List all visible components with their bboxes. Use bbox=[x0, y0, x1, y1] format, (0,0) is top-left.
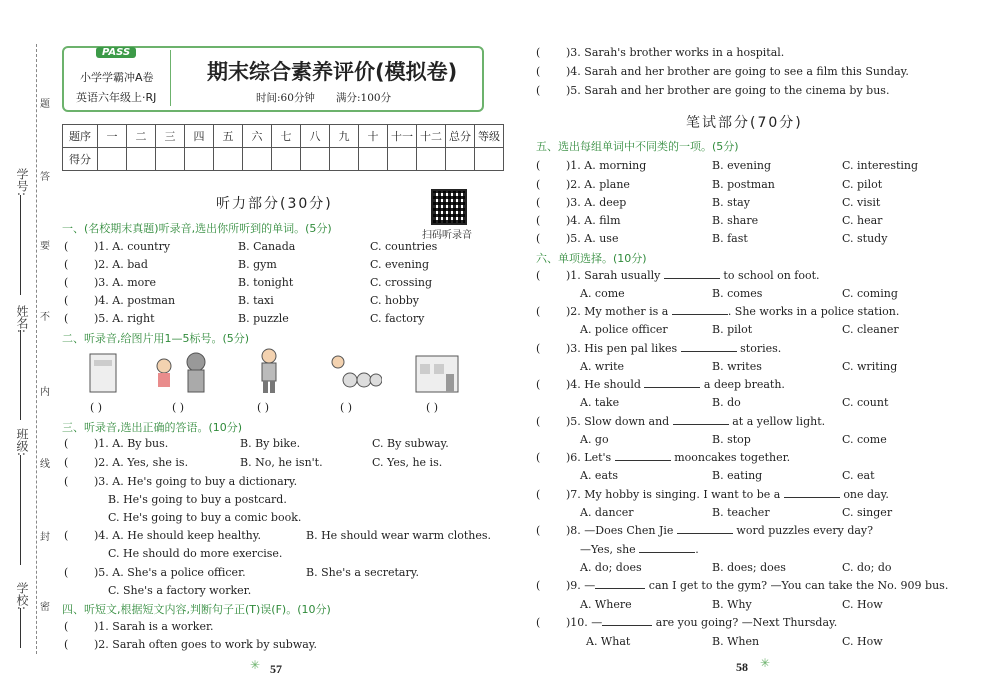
option-c: C. come bbox=[842, 433, 887, 446]
statement: )5. Sarah and her brother are going to the cinema by bus. bbox=[566, 84, 890, 97]
score-blank[interactable] bbox=[272, 148, 301, 171]
score-cell: 题序 bbox=[63, 125, 98, 148]
score-blank[interactable] bbox=[446, 148, 475, 171]
student-id-blank[interactable] bbox=[20, 195, 21, 295]
blank[interactable] bbox=[639, 552, 695, 553]
option-a: A. write bbox=[580, 360, 625, 373]
grade-label: 英语六年级上·RJ bbox=[76, 91, 157, 104]
answer-bracket[interactable]: ( bbox=[64, 294, 69, 307]
answer-bracket[interactable]: ( bbox=[64, 276, 69, 289]
answer-bracket[interactable]: ( bbox=[536, 232, 541, 245]
answer-bracket[interactable]: ( bbox=[536, 451, 541, 464]
answer-bracket[interactable]: ( bbox=[64, 456, 69, 469]
dogs-picture bbox=[326, 350, 382, 394]
qr-code-icon[interactable] bbox=[431, 189, 467, 225]
option-a: A. take bbox=[580, 396, 620, 409]
statement: )1. Sarah is a worker. bbox=[94, 620, 214, 633]
class-blank[interactable] bbox=[20, 455, 21, 565]
option-a: A. What bbox=[586, 635, 631, 648]
option-b: B. No, he isn't. bbox=[240, 456, 323, 469]
answer-bracket[interactable]: ( bbox=[536, 378, 541, 391]
answer-bracket[interactable]: ( bbox=[64, 258, 69, 271]
option-a: )5. A. She's a police officer. bbox=[94, 566, 246, 579]
score-cell: 十 bbox=[359, 125, 388, 148]
score-blank[interactable] bbox=[156, 148, 185, 171]
answer-bracket[interactable]: ( bbox=[536, 415, 541, 428]
student-id-label: 学号: bbox=[15, 168, 29, 197]
statement: )3. Sarah's brother works in a hospital. bbox=[566, 46, 785, 59]
score-blank[interactable] bbox=[185, 148, 214, 171]
answer-bracket[interactable]: ( bbox=[64, 240, 69, 253]
question-text: )5. Slow down and at a yellow light. bbox=[566, 415, 826, 428]
score-blank[interactable] bbox=[301, 148, 330, 171]
option-c: C. do; do bbox=[842, 561, 892, 574]
option-a: )3. A. deep bbox=[566, 196, 627, 209]
option-b: B. pilot bbox=[712, 323, 753, 336]
answer-bracket[interactable]: ( bbox=[536, 159, 541, 172]
score-cell: 八 bbox=[301, 125, 330, 148]
kid-and-bear-picture bbox=[150, 350, 220, 396]
option-a: )1. A. country bbox=[94, 240, 171, 253]
header-divider bbox=[170, 50, 171, 106]
option-c: C. He should do more exercise. bbox=[108, 547, 283, 560]
blank[interactable] bbox=[595, 588, 645, 589]
score-blank[interactable] bbox=[98, 148, 127, 171]
answer-bracket[interactable]: ( bbox=[536, 524, 541, 537]
blank[interactable] bbox=[664, 278, 720, 279]
option-c: C. How bbox=[842, 598, 883, 611]
option-a: A. police officer bbox=[580, 323, 668, 336]
full-score-label: 满分:100分 bbox=[336, 92, 392, 104]
blank[interactable] bbox=[615, 460, 671, 461]
score-cell: 九 bbox=[330, 125, 359, 148]
question-text: )6. Let's mooncakes together. bbox=[566, 451, 791, 464]
score-value-row bbox=[63, 148, 504, 171]
qr-caption: 扫码听录音 bbox=[422, 230, 472, 241]
answer-bracket[interactable]: ( bbox=[536, 269, 541, 282]
score-cell: 十二 bbox=[417, 125, 446, 148]
seal-char: 内 bbox=[40, 387, 50, 398]
answer-bracket[interactable]: ( bbox=[64, 437, 69, 450]
score-blank[interactable] bbox=[243, 148, 272, 171]
score-cell: 五 bbox=[214, 125, 243, 148]
option-b: B. When bbox=[712, 635, 760, 648]
page-number-58: 58 bbox=[736, 660, 748, 674]
option-a: )5. A. use bbox=[566, 232, 619, 245]
score-cell: 得分 bbox=[63, 148, 98, 171]
option-b: B. gym bbox=[238, 258, 277, 271]
seal-char: 封 bbox=[40, 532, 50, 543]
answer-bracket[interactable]: ( bbox=[64, 312, 69, 325]
option-b: B. postman bbox=[712, 178, 775, 191]
option-a: )2. A. bad bbox=[94, 258, 148, 271]
section-1-title: 一、(名校期末真题)听录音,选出你所听到的单词。(5分) bbox=[62, 222, 332, 235]
seal-char: 题 bbox=[40, 99, 50, 110]
option-c: C. crossing bbox=[370, 276, 432, 289]
picture-answer-bracket[interactable]: ( ) bbox=[257, 401, 270, 414]
dictionary-picture bbox=[86, 350, 122, 396]
question-text: )9. — can I get to the gym? —You can take the No. 909 bus. bbox=[566, 579, 949, 592]
score-cell: 等级 bbox=[475, 125, 504, 148]
option-b: B. taxi bbox=[238, 294, 274, 307]
option-b: B. By bike. bbox=[240, 437, 301, 450]
name-label: 姓名: bbox=[15, 305, 29, 334]
option-a: A. eats bbox=[580, 469, 619, 482]
option-a: )3. A. He's going to buy a dictionary. bbox=[94, 475, 298, 488]
blank[interactable] bbox=[681, 351, 737, 352]
answer-bracket[interactable]: ( bbox=[536, 46, 541, 59]
option-c: C. cleaner bbox=[842, 323, 899, 336]
binding-line bbox=[36, 44, 37, 654]
option-c: C. countries bbox=[370, 240, 438, 253]
score-blank[interactable] bbox=[388, 148, 417, 171]
answer-bracket[interactable]: ( bbox=[536, 84, 541, 97]
score-header-row bbox=[63, 125, 504, 148]
question-text: )2. My mother is a . She works in a police station. bbox=[566, 305, 900, 318]
page-number-57: 57 bbox=[270, 662, 282, 676]
blank[interactable] bbox=[672, 314, 728, 315]
tree-icon: ✳ bbox=[250, 658, 261, 672]
option-a: A. go bbox=[580, 433, 609, 446]
tree-icon: ✳ bbox=[760, 656, 771, 670]
option-a: )1. A. By bus. bbox=[94, 437, 169, 450]
answer-bracket[interactable]: ( bbox=[536, 488, 541, 501]
answer-bracket[interactable]: ( bbox=[536, 214, 541, 227]
score-cell: 一 bbox=[98, 125, 127, 148]
answer-bracket[interactable]: ( bbox=[536, 305, 541, 318]
answer-bracket[interactable]: ( bbox=[64, 529, 69, 542]
option-b: B. puzzle bbox=[238, 312, 289, 325]
statement: )4. Sarah and her brother are going to see a film this Sunday. bbox=[566, 65, 909, 78]
option-c: C. Yes, he is. bbox=[372, 456, 443, 469]
section-4-title: 四、听短文,根据短文内容,判断句子正(T)误(F)。(10分) bbox=[62, 603, 331, 616]
blank[interactable] bbox=[602, 625, 652, 626]
option-a: )2. A. plane bbox=[566, 178, 630, 191]
school-label: 学校: bbox=[15, 582, 29, 611]
option-c: C. coming bbox=[842, 287, 898, 300]
option-b: B. fast bbox=[712, 232, 748, 245]
option-c: C. evening bbox=[370, 258, 429, 271]
score-cell: 六 bbox=[243, 125, 272, 148]
option-b: B. stop bbox=[712, 433, 751, 446]
picture-answer-bracket[interactable]: ( ) bbox=[172, 401, 185, 414]
option-c: C. hear bbox=[842, 214, 883, 227]
option-a: A. do; does bbox=[580, 561, 642, 574]
statement: )2. Sarah often goes to work by subway. bbox=[94, 638, 318, 651]
score-cell: 七 bbox=[272, 125, 301, 148]
option-a: )5. A. right bbox=[94, 312, 155, 325]
class-label: 班级: bbox=[15, 428, 29, 457]
answer-bracket[interactable]: ( bbox=[536, 342, 541, 355]
score-blank[interactable] bbox=[475, 148, 504, 171]
answer-bracket[interactable]: ( bbox=[64, 620, 69, 633]
option-b: B. Why bbox=[712, 598, 752, 611]
score-cell: 十一 bbox=[388, 125, 417, 148]
school-blank[interactable] bbox=[20, 608, 21, 648]
score-table bbox=[62, 124, 504, 171]
blank[interactable] bbox=[644, 387, 700, 388]
seal-char: 不 bbox=[40, 312, 50, 323]
answer-bracket[interactable]: ( bbox=[536, 579, 541, 592]
question-text: )10. — are you going? —Next Thursday. bbox=[566, 616, 838, 629]
option-a: )4. A. film bbox=[566, 214, 621, 227]
worker-picture bbox=[254, 346, 284, 396]
option-b: B. do bbox=[712, 396, 741, 409]
picture-answer-bracket[interactable]: ( ) bbox=[340, 401, 353, 414]
option-a: A. Where bbox=[580, 598, 632, 611]
option-a: A. dancer bbox=[580, 506, 634, 519]
option-a: )3. A. more bbox=[94, 276, 157, 289]
listening-title: 听力部分(30分) bbox=[216, 196, 333, 212]
option-b: B. She's a secretary. bbox=[306, 566, 419, 579]
section-5-title: 五、选出每组单词中不同类的一项。(5分) bbox=[536, 140, 739, 153]
option-a: )1. A. morning bbox=[566, 159, 647, 172]
name-blank[interactable] bbox=[20, 330, 21, 420]
writing-title: 笔试部分(70分) bbox=[686, 115, 803, 131]
option-c: C. hobby bbox=[370, 294, 420, 307]
option-c: C. pilot bbox=[842, 178, 883, 191]
score-blank[interactable] bbox=[417, 148, 446, 171]
option-a: )2. A. Yes, she is. bbox=[94, 456, 189, 469]
seal-char: 要 bbox=[40, 241, 50, 252]
question-text: —Yes, she . bbox=[580, 543, 699, 556]
answer-bracket[interactable]: ( bbox=[64, 475, 69, 488]
score-blank[interactable] bbox=[127, 148, 156, 171]
answer-bracket[interactable]: ( bbox=[64, 638, 69, 651]
section-2-title: 二、听录音,给图片用1—5标号。(5分) bbox=[62, 332, 250, 345]
question-text: )8. —Does Chen Jie word puzzles every day? bbox=[566, 524, 874, 537]
option-b: B. eating bbox=[712, 469, 763, 482]
brand-logo: PASS bbox=[96, 47, 136, 58]
option-b: B. He should wear warm clothes. bbox=[306, 529, 492, 542]
option-c: C. count bbox=[842, 396, 889, 409]
option-c: C. study bbox=[842, 232, 888, 245]
option-b: B. does; does bbox=[712, 561, 786, 574]
blank[interactable] bbox=[673, 424, 729, 425]
option-c: C. How bbox=[842, 635, 883, 648]
option-b: B. tonight bbox=[238, 276, 294, 289]
exam-title: 期末综合素养评价(模拟卷) bbox=[207, 60, 458, 84]
score-cell: 二 bbox=[127, 125, 156, 148]
option-a: A. come bbox=[580, 287, 625, 300]
seal-char: 答 bbox=[40, 172, 50, 183]
option-b: B. evening bbox=[712, 159, 772, 172]
picture-answer-bracket[interactable]: ( ) bbox=[90, 401, 103, 414]
option-c: C. By subway. bbox=[372, 437, 449, 450]
picture-answer-bracket[interactable]: ( ) bbox=[426, 401, 439, 414]
blank[interactable] bbox=[784, 497, 840, 498]
option-c: C. interesting bbox=[842, 159, 919, 172]
option-c: C. She's a factory worker. bbox=[108, 584, 252, 597]
section-3-title: 三、听录音,选出正确的答语。(10分) bbox=[62, 421, 243, 434]
option-c: C. factory bbox=[370, 312, 425, 325]
option-c: C. singer bbox=[842, 506, 893, 519]
option-b: B. Canada bbox=[238, 240, 296, 253]
option-c: C. writing bbox=[842, 360, 898, 373]
time-label: 时间:60分钟 bbox=[256, 92, 315, 104]
option-c: C. eat bbox=[842, 469, 875, 482]
building-picture bbox=[414, 350, 460, 394]
option-a: )4. A. postman bbox=[94, 294, 176, 307]
seal-char: 密 bbox=[40, 602, 50, 613]
score-blank[interactable] bbox=[359, 148, 388, 171]
score-cell: 总分 bbox=[446, 125, 475, 148]
answer-bracket[interactable]: ( bbox=[536, 616, 541, 629]
option-b: B. share bbox=[712, 214, 759, 227]
option-b: B. He's going to buy a postcard. bbox=[108, 493, 287, 506]
question-text: )4. He should a deep breath. bbox=[566, 378, 785, 391]
score-cell: 四 bbox=[185, 125, 214, 148]
question-text: )7. My hobby is singing. I want to be a one day. bbox=[566, 488, 889, 501]
option-b: B. teacher bbox=[712, 506, 770, 519]
option-b: B. writes bbox=[712, 360, 762, 373]
option-b: B. stay bbox=[712, 196, 750, 209]
blank[interactable] bbox=[677, 533, 733, 534]
answer-bracket[interactable]: ( bbox=[64, 566, 69, 579]
option-a: )4. A. He should keep healthy. bbox=[94, 529, 261, 542]
series-name: 小学学霸冲A卷 bbox=[80, 71, 154, 84]
question-text: )1. Sarah usually to school on foot. bbox=[566, 269, 820, 282]
option-c: C. He's going to buy a comic book. bbox=[108, 511, 302, 524]
option-b: B. comes bbox=[712, 287, 763, 300]
score-blank[interactable] bbox=[214, 148, 243, 171]
question-text: )3. His pen pal likes stories. bbox=[566, 342, 782, 355]
score-cell: 三 bbox=[156, 125, 185, 148]
seal-char: 线 bbox=[40, 459, 50, 470]
answer-bracket[interactable]: ( bbox=[536, 65, 541, 78]
option-c: C. visit bbox=[842, 196, 881, 209]
score-blank[interactable] bbox=[330, 148, 359, 171]
answer-bracket[interactable]: ( bbox=[536, 196, 541, 209]
section-6-title: 六、单项选择。(10分) bbox=[536, 252, 647, 265]
answer-bracket[interactable]: ( bbox=[536, 178, 541, 191]
